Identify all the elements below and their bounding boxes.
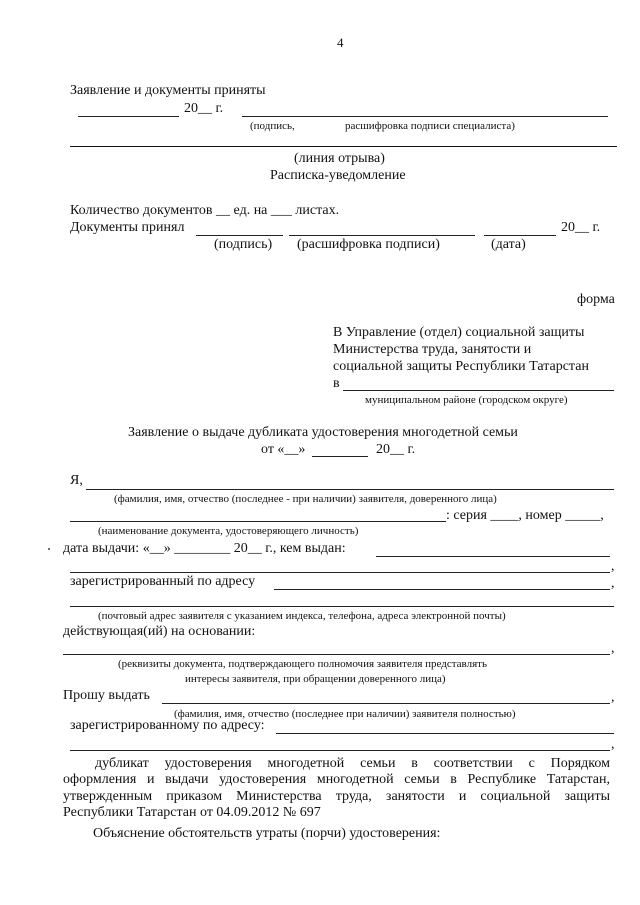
comma-after-address2: , xyxy=(611,737,615,752)
tear-line xyxy=(70,146,617,147)
application-date-month-line xyxy=(312,456,368,457)
receipt-decode-line xyxy=(289,235,475,236)
form-label: форма xyxy=(577,292,615,307)
acting-label: действующая(ий) на основании: xyxy=(63,624,256,639)
request-label: Прошу выдать xyxy=(63,688,150,703)
comma-after-issued-by: , xyxy=(611,559,615,574)
addressee-caption: муниципальном районе (городском округе) xyxy=(365,394,568,406)
acceptance-caption-decode: расшифровка подписи специалиста) xyxy=(345,120,515,132)
receipt-date-line xyxy=(484,235,556,236)
acceptance-sign-line xyxy=(242,116,608,117)
margin-dot xyxy=(48,548,50,550)
identity-doc-line xyxy=(70,521,446,522)
basis-line xyxy=(63,654,610,655)
body-line-3: утвержденным приказом Министерства труда, занятости и социальной защиты xyxy=(63,789,610,804)
receipt-caption-sign: (подпись) xyxy=(214,237,273,252)
fio-caption: (фамилия, имя, отчество (последнее - при наличии) заявителя, доверенного лица) xyxy=(114,493,497,505)
acceptance-caption-sign: (подпись, xyxy=(250,120,295,132)
addressee-district-line xyxy=(343,390,614,391)
addressee-line-1: В Управление (отдел) социальной защиты xyxy=(333,325,585,340)
receipt-sign-line xyxy=(196,235,283,236)
receipt-year: 20__ г. xyxy=(561,220,601,235)
acceptance-title: Заявление и документы приняты xyxy=(70,83,266,98)
registered2-label: зарегистрированному по адресу: xyxy=(70,718,265,733)
docs-accepted-label: Документы принял xyxy=(70,220,185,235)
issue-date-label: дата выдачи: «__» ________ 20__ г., кем выдан: xyxy=(63,541,346,556)
docs-count-line: Количество документов __ ед. на ___ листах. xyxy=(70,203,340,218)
application-date-prefix: от «__» xyxy=(261,442,306,457)
address-line-2 xyxy=(70,606,614,607)
explanation-label: Объяснение обстоятельств утраты (порчи) удостоверения: xyxy=(93,826,441,841)
application-title: Заявление о выдаче дубликата удостоверения многодетной семьи xyxy=(128,425,518,440)
body-line-4: Республики Татарстан от 04.09.2012 № 697 xyxy=(63,805,321,820)
address-line xyxy=(274,589,610,590)
address-caption: (почтовый адрес заявителя с указанием индекса, телефона, адреса электронной почты) xyxy=(98,610,506,622)
address2-line xyxy=(276,733,614,734)
issued-by-line-2 xyxy=(70,572,610,573)
addressee-line-4-prefix: в xyxy=(333,376,340,391)
comma-after-address: , xyxy=(611,576,615,591)
receipt-title: Расписка-уведомление xyxy=(270,168,406,183)
receipt-caption-date: (дата) xyxy=(491,237,526,252)
request-fio-caption: (фамилия, имя, отчество (последнее при наличии) заявителя полностью) xyxy=(174,708,516,720)
receipt-caption-decode: (расшифровка подписи) xyxy=(297,237,440,252)
application-date-year: 20__ г. xyxy=(376,442,416,457)
registered-label: зарегистрированный по адресу xyxy=(70,574,256,589)
issued-by-line xyxy=(376,556,610,557)
addressee-line-2: Министерства труда, занятости и xyxy=(333,342,532,357)
tear-caption: (линия отрыва) xyxy=(294,151,385,166)
acceptance-date-line xyxy=(78,116,179,117)
basis-caption-2: интересы заявителя, при обращении доверенного лица) xyxy=(185,673,446,685)
body-line-1: дубликат удостоверения многодетной семьи в соответствии с Порядком xyxy=(95,756,610,771)
comma-after-basis: , xyxy=(611,641,615,656)
series-number-label: : серия ____, номер _____, xyxy=(446,508,604,523)
request-fio-line xyxy=(162,703,610,704)
basis-caption-1: (реквизиты документа, подтверждающего полномочия заявителя представлять xyxy=(118,658,487,670)
comma-after-request: , xyxy=(611,690,615,705)
ya-label: Я, xyxy=(70,473,83,488)
fio-line xyxy=(86,489,614,490)
identity-doc-caption: (наименование документа, удостоверяющего личность) xyxy=(98,525,359,537)
address2-line-2 xyxy=(70,750,610,751)
page-number: 4 xyxy=(337,35,344,50)
body-line-2: оформления и выдачи удостоверения многодетной семьи в Республике Татарстан, xyxy=(63,772,610,787)
acceptance-year: 20__ г. xyxy=(184,101,224,116)
addressee-line-3: социальной защиты Республики Татарстан xyxy=(333,359,589,374)
